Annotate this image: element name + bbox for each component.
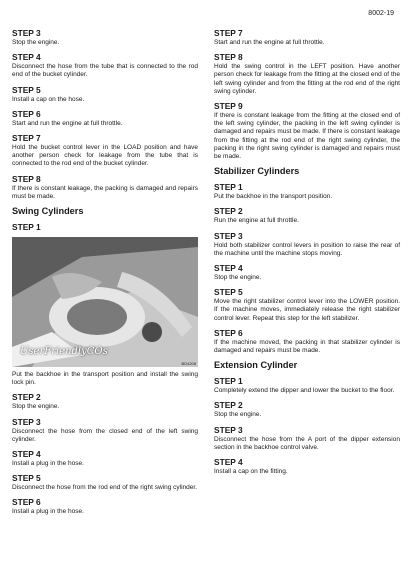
step-text: Stop the engine. <box>12 403 60 411</box>
step-title: STEP 2 <box>214 400 243 411</box>
section-title-swing-cylinders: Swing Cylinders <box>12 206 84 217</box>
step-title: STEP 9 <box>214 101 243 112</box>
step-list <box>12 28 198 201</box>
step-title: STEP 3 <box>214 424 243 435</box>
step-title: STEP 7 <box>12 133 41 144</box>
step-item <box>12 133 198 169</box>
step-title: STEP 4 <box>12 449 41 460</box>
step-item <box>214 28 400 47</box>
step-title: STEP 6 <box>12 108 41 119</box>
step-title: STEP 3 <box>12 416 41 427</box>
step-text: Stop the engine. <box>214 411 262 419</box>
step-item <box>214 206 400 225</box>
step-list <box>214 28 400 161</box>
step-item <box>214 457 400 476</box>
section-title-extension-cylinder: Extension Cylinder <box>214 360 298 371</box>
step-title: STEP 8 <box>214 52 243 63</box>
step-title: STEP 3 <box>12 28 41 38</box>
step-title: STEP 1 <box>12 222 41 233</box>
step-title: STEP 2 <box>214 206 243 217</box>
step-title: STEP 5 <box>214 287 243 298</box>
step-item <box>12 473 198 492</box>
step-text: Install a plug in the hose. <box>12 508 84 516</box>
step-item <box>12 109 198 128</box>
step-title: STEP 5 <box>12 473 41 484</box>
step-text: Move the right stabilizer control lever into the LOWER position. If the machine moves, immediately release the right stabilizer control lever. Repeat this step for the left stabilizer. <box>214 298 400 322</box>
step-text: Install a cap on the hose. <box>12 95 85 103</box>
step-item <box>12 85 198 104</box>
swing-cylinder-photo <box>12 237 198 367</box>
step-text: If there is constant leakage from the fitting at the closed end of the left swing cylinder, the packing in the left swing cylinder is damaged and repairs must be made. If there is constant leakage from the fitting at the rod end of the right swing cylinder, the packing in the right swing cylinder is damaged and repairs must be made. <box>214 112 400 161</box>
step-item <box>214 263 400 282</box>
step-item <box>214 400 400 419</box>
step-text: Disconnect the hose from the A port of the dipper extension section in the backhoe control valve. <box>214 435 400 451</box>
step-text: Hold the swing control in the LEFT position. Have another person check for leakage from the fitting at the closed end of the left swing cylinder and from the fitting at the rod end of the right swing cylinder. <box>214 63 400 95</box>
step-title: STEP 7 <box>214 28 243 38</box>
step-text: Put the backhoe in the transport position. <box>214 193 333 201</box>
step-text: Disconnect the hose from the closed end of the left swing cylinder. <box>12 427 198 443</box>
step-title: STEP 4 <box>12 52 41 63</box>
step-text: Run the engine at full throttle. <box>214 217 299 225</box>
step-text: Hold the bucket control lever in the LOAD position and have another person check for leakage from the tube that is connected to the rod end of the bucket cylinder. <box>12 144 198 168</box>
section-title-stabilizer-cylinders: Stabilizer Cylinders <box>214 166 300 177</box>
step-item <box>12 417 198 444</box>
step-item <box>214 328 400 355</box>
step-list <box>12 392 198 516</box>
step-text: If there is constant leakage, the packing is damaged and repairs must be made. <box>12 184 198 200</box>
step-item <box>12 392 198 411</box>
step-text: Start and run the engine at full throttle. <box>12 119 123 127</box>
step-title: STEP 3 <box>214 230 243 241</box>
step-title: STEP 1 <box>214 182 243 193</box>
step-text: Completely extend the dipper and lower the bucket to the floor. <box>214 387 395 395</box>
step-title: STEP 4 <box>214 263 243 274</box>
step-text: If the machine moved, the packing in that stabilizer cylinder is damaged and repairs must be made. <box>214 338 400 355</box>
step-item <box>12 52 198 79</box>
step-text: Hold both stabilizer control levers in position to raise the rear of the machine until the machine stops moving. <box>214 241 400 257</box>
step-item <box>12 449 198 468</box>
step-title: STEP 6 <box>12 497 41 508</box>
step-item <box>12 497 198 516</box>
step-item <box>12 222 198 232</box>
step-item <box>214 182 400 201</box>
step-item <box>214 52 400 96</box>
step-item <box>214 425 400 452</box>
step-item <box>214 376 400 395</box>
step-list <box>214 182 400 355</box>
step-text: Disconnect the hose from the tube that is connected to the rod end of the bucket cylinder. <box>12 63 198 79</box>
right-column <box>214 28 400 481</box>
step-title: STEP 1 <box>214 376 243 387</box>
step-title: STEP 4 <box>214 457 243 468</box>
step-list <box>214 376 400 476</box>
photo-code: BD4208 <box>181 361 196 367</box>
step-text: Install a cap on the fitting. <box>214 468 288 476</box>
step-item <box>214 231 400 258</box>
step-title: STEP 8 <box>12 173 41 184</box>
step-text: Disconnect the hose from the rod end of the right swing cylinder. <box>12 484 197 492</box>
left-column <box>12 28 198 522</box>
step-text: Stop the engine. <box>12 39 60 46</box>
page-number: 8002-19 <box>368 10 394 17</box>
step-text: Install a plug in the hose. <box>12 460 84 468</box>
step-item <box>12 28 198 47</box>
step-item <box>214 287 400 323</box>
step-title: STEP 6 <box>214 327 243 338</box>
step-title: STEP 5 <box>12 84 41 95</box>
step-title: STEP 2 <box>12 392 41 403</box>
step-text: Stop the engine. <box>214 274 262 282</box>
step-text: Start and run the engine at full throttle. <box>214 39 325 46</box>
step-text: Put the backhoe in the transport position and install the swing lock pin. <box>12 371 198 387</box>
step-item <box>12 371 198 387</box>
step-item <box>214 101 400 161</box>
step-item <box>12 174 198 201</box>
watermark: UserFriendlyCOs <box>20 346 108 358</box>
